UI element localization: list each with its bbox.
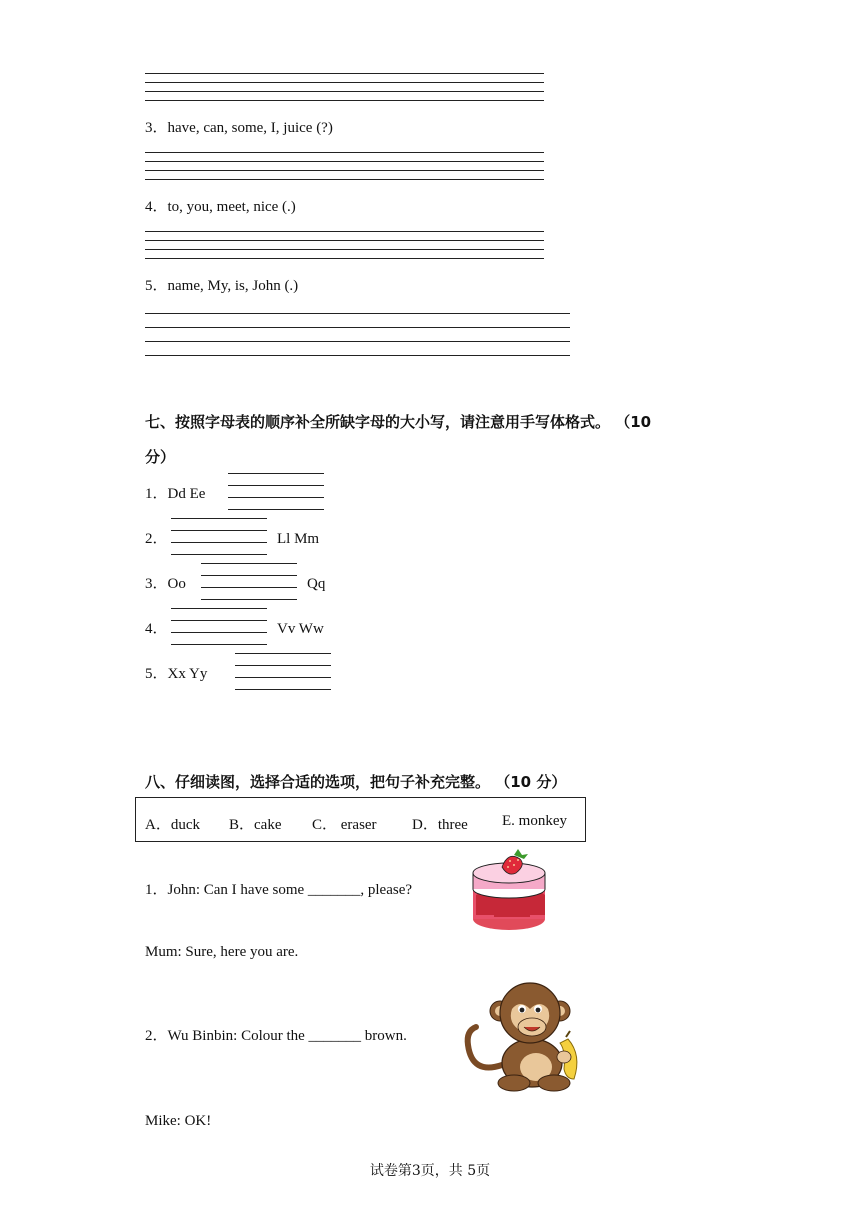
letter-blank-2[interactable]	[171, 518, 267, 555]
page-footer: 试卷第3页，共 5页	[369, 1163, 491, 1179]
letter-blank-1[interactable]	[228, 473, 324, 510]
question-8-1: 1．John: Can I have some _______, please?	[145, 882, 413, 898]
question-6-4: 4．to, you, meet, nice (.)	[145, 199, 296, 215]
strawberry-cake-icon	[466, 843, 552, 933]
letters-item-5: 5．Xx Yy	[145, 666, 208, 682]
question-6-3: 3．have, can, some, I, juice (?)	[145, 120, 333, 136]
option-a: A．duck	[145, 817, 200, 833]
letter-blank-3[interactable]	[201, 563, 297, 600]
reply-8-2: Mike: OK!	[145, 1113, 212, 1129]
letters-item-1: 1．Dd Ee	[145, 486, 206, 502]
letters-item-4: 4．	[145, 621, 168, 637]
option-c: C． eraser	[312, 817, 377, 833]
options-box	[135, 797, 586, 842]
letters-item-3: 3．Oo	[145, 576, 186, 592]
letter-blank-5[interactable]	[235, 653, 331, 690]
letters-item-2-after: Ll Mm	[277, 531, 320, 547]
section-8-heading: 八、仔细读图，选择合适的选项，把句子补充完整。 （10 分）	[145, 773, 567, 791]
letter-blank-4[interactable]	[171, 608, 267, 645]
option-b: B．cake	[229, 817, 282, 833]
letters-item-2: 2．	[145, 531, 168, 547]
question-8-2: 2．Wu Binbin: Colour the _______ brown.	[145, 1028, 407, 1044]
option-d: D．three	[412, 817, 468, 833]
letters-item-4-after: Vv Ww	[277, 621, 324, 637]
section-7-heading-cont: 分）	[145, 448, 176, 466]
option-e: E. monkey	[502, 813, 567, 829]
monkey-with-banana-icon	[462, 975, 590, 1095]
section-7-heading: 七、按照字母表的顺序补全所缺字母的大小写，请注意用手写体格式。 （10	[145, 413, 652, 431]
reply-8-1: Mum: Sure, here you are.	[145, 944, 299, 960]
letters-item-3-after: Qq	[307, 576, 326, 592]
question-6-5: 5．name, My, is, John (.)	[145, 278, 299, 294]
